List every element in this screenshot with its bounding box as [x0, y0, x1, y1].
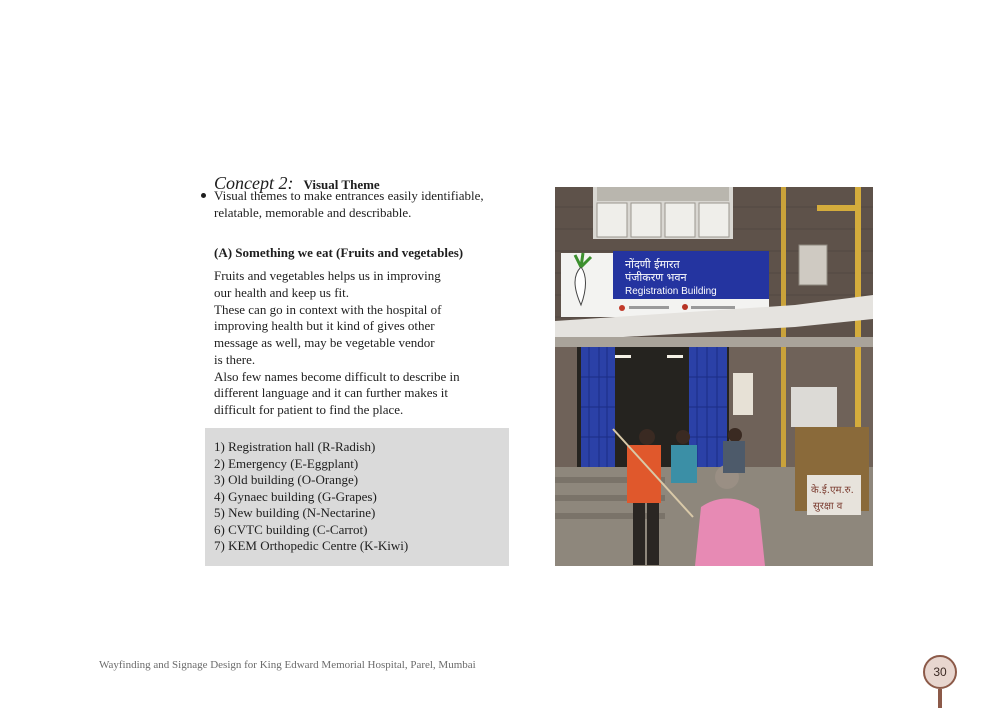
upper-windows-icon	[593, 187, 733, 239]
building-list	[205, 428, 509, 555]
bullet-dot-icon	[201, 193, 206, 198]
sign-line-hindi: पंजीकरण भवन	[625, 271, 687, 284]
list-item: 3) Old building (O-Orange)	[214, 472, 359, 487]
list-item: 6) CVTC building (C-Carrot)	[214, 521, 368, 537]
list-item: 4) Gynaec building (G-Grapes)	[214, 488, 377, 504]
concept-heading-lead: Concept 2:	[214, 173, 294, 193]
concept-heading-sub: Visual Theme	[303, 177, 380, 192]
sign-line-english: Registration Building	[625, 286, 717, 297]
body-line: is there.	[214, 351, 256, 367]
body-line: message as well, may be vegetable vendor	[214, 335, 435, 350]
sign-line-marathi: नोंदणी ईमारत	[625, 258, 680, 271]
building-list-box	[205, 428, 509, 566]
page-number-stem	[938, 689, 942, 708]
registration-building-photo	[555, 187, 873, 566]
bullet-line: Visual themes to make entrances easily identifiable,	[214, 188, 484, 203]
body-line: These can go in context with the hospital of	[214, 301, 442, 317]
body-line: difficult for patient to find the place.	[214, 402, 404, 417]
body-paragraph	[214, 268, 474, 419]
page-number-badge	[923, 655, 957, 689]
body-line: different language and it can further makes it	[214, 385, 449, 401]
body-line: improving health but it kind of gives other	[214, 318, 435, 334]
bullet-line: relatable, memorable and describable.	[214, 205, 412, 220]
footer-text: Wayfinding and Signage Design for King Edward Memorial Hospital, Parel, Mumbai	[99, 659, 476, 671]
body-line: Fruits and vegetables helps us in improving	[214, 268, 441, 283]
body-line: our health and keep us fit.	[214, 284, 350, 300]
list-item: 1) Registration hall (R-Radish)	[214, 439, 376, 454]
list-item: 2) Emergency (E-Eggplant)	[214, 455, 359, 471]
list-item: 7) KEM Orthopedic Centre (K-Kiwi)	[214, 538, 409, 553]
wall-sign-line: सुरक्षा व	[813, 501, 843, 512]
bullet-point	[201, 187, 501, 221]
wall-sign-line: के.ई.एम.रु.	[811, 485, 854, 496]
list-item: 5) New building (N-Nectarine)	[214, 505, 376, 520]
body-line: Also few names become difficult to describe in	[214, 368, 460, 384]
page-number: 30	[933, 665, 947, 679]
registration-sign-icon	[561, 251, 769, 317]
section-title: (A) Something we eat (Fruits and vegetables)	[214, 245, 464, 260]
